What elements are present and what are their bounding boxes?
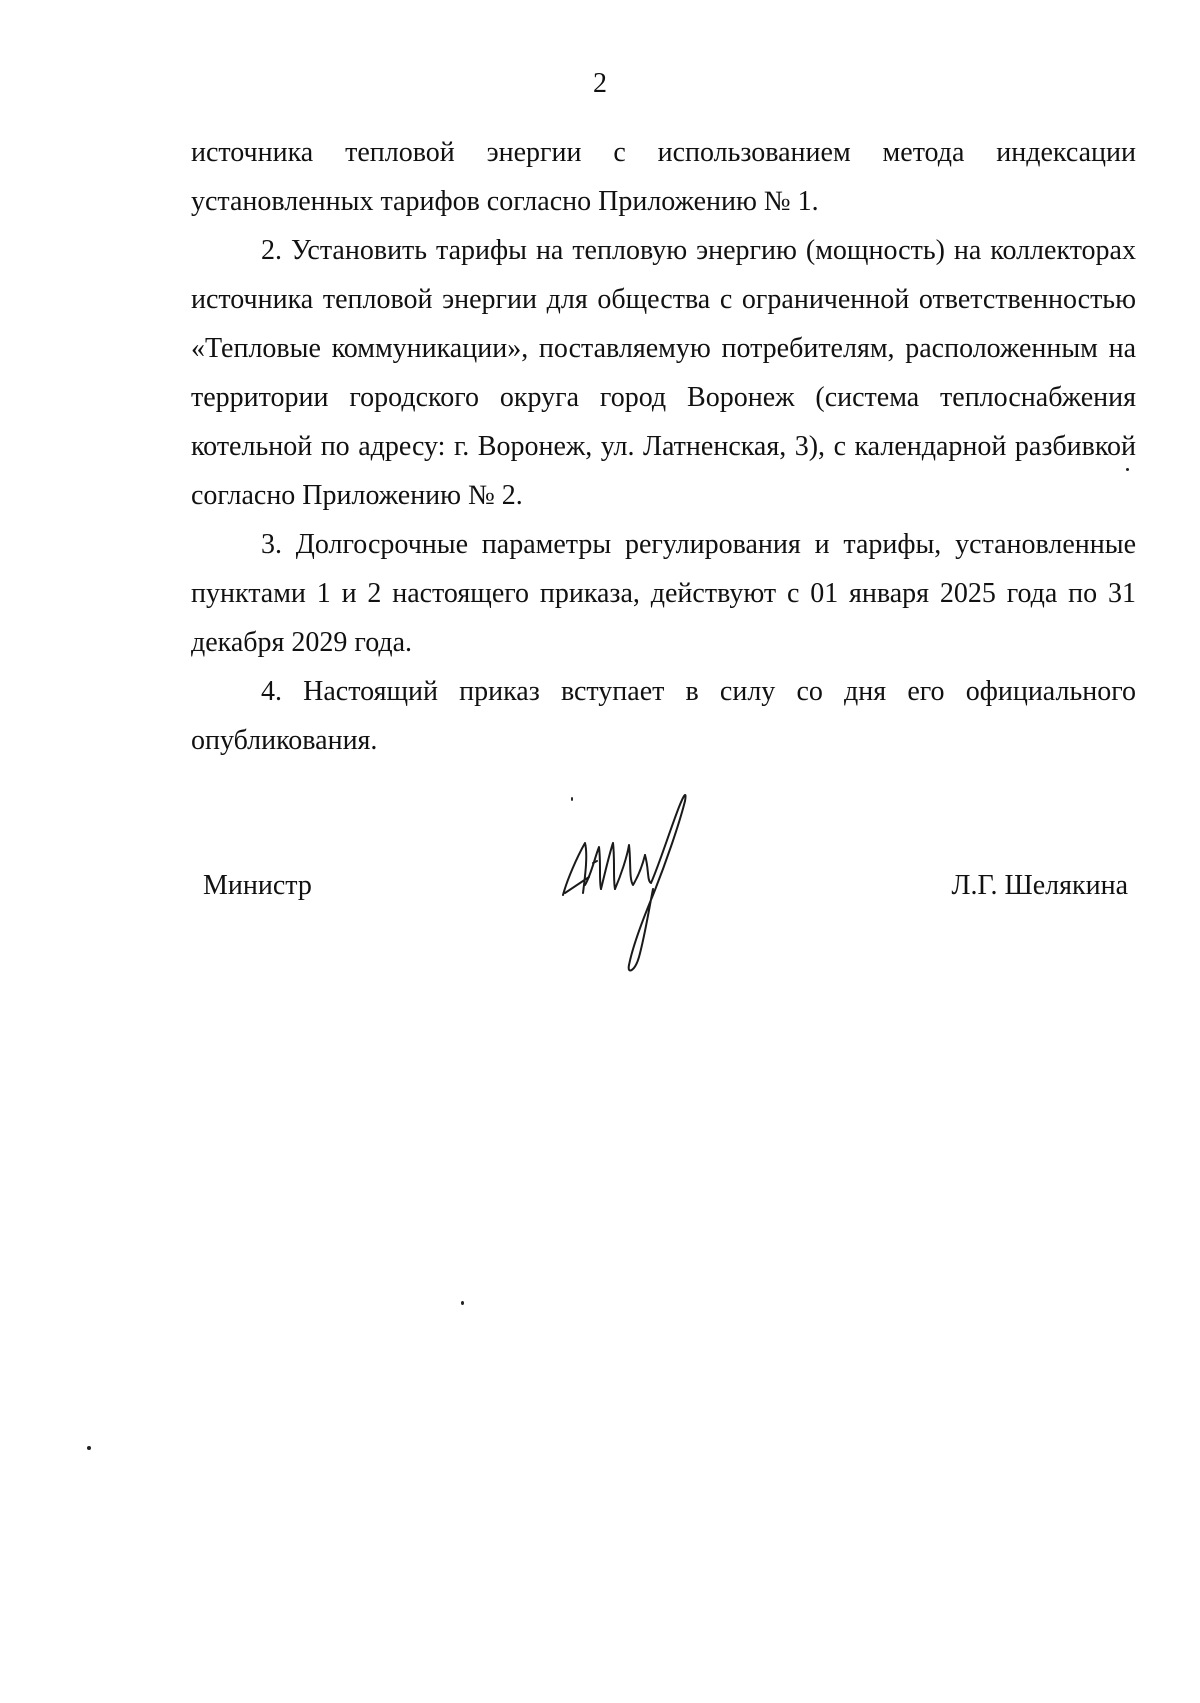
signatory-title: Министр bbox=[203, 870, 312, 901]
page-number: 2 bbox=[593, 68, 607, 99]
scan-speck bbox=[571, 797, 573, 801]
paragraph-item-4: 4. Настоящий приказ вступает в силу со дня его официального опубликования. bbox=[191, 676, 1136, 756]
scan-speck bbox=[461, 1301, 464, 1305]
document-body bbox=[191, 128, 1136, 765]
paragraph-item-2: 2. Установить тарифы на тепловую энергию (мощность) на коллекторах источника тепловой энергии для общества с ограниченной ответственностью «Тепловые коммуникации», поставляемую потребителям, расположенным на территории городского округа город Воронеж (система теплоснабжения котельной по адресу: г. Воронеж, ул. Латненская, 3), с календарной разбивкой согласно Приложению № 2. bbox=[191, 235, 1136, 511]
scan-speck bbox=[1126, 468, 1129, 471]
scan-speck bbox=[87, 1446, 91, 1450]
paragraph-continuation: источника тепловой энергии с использованием метода индексации установленных тарифов согласно Приложению № 1. bbox=[191, 137, 1136, 217]
handwritten-signature bbox=[555, 785, 705, 975]
signature-block bbox=[0, 780, 1200, 980]
signatory-name: Л.Г. Шелякина bbox=[951, 870, 1128, 901]
paragraph-item-3: 3. Долгосрочные параметры регулирования и тарифы, установленные пунктами 1 и 2 настоящего приказа, действуют с 01 января 2025 года по 31 декабря 2029 года. bbox=[191, 529, 1136, 658]
